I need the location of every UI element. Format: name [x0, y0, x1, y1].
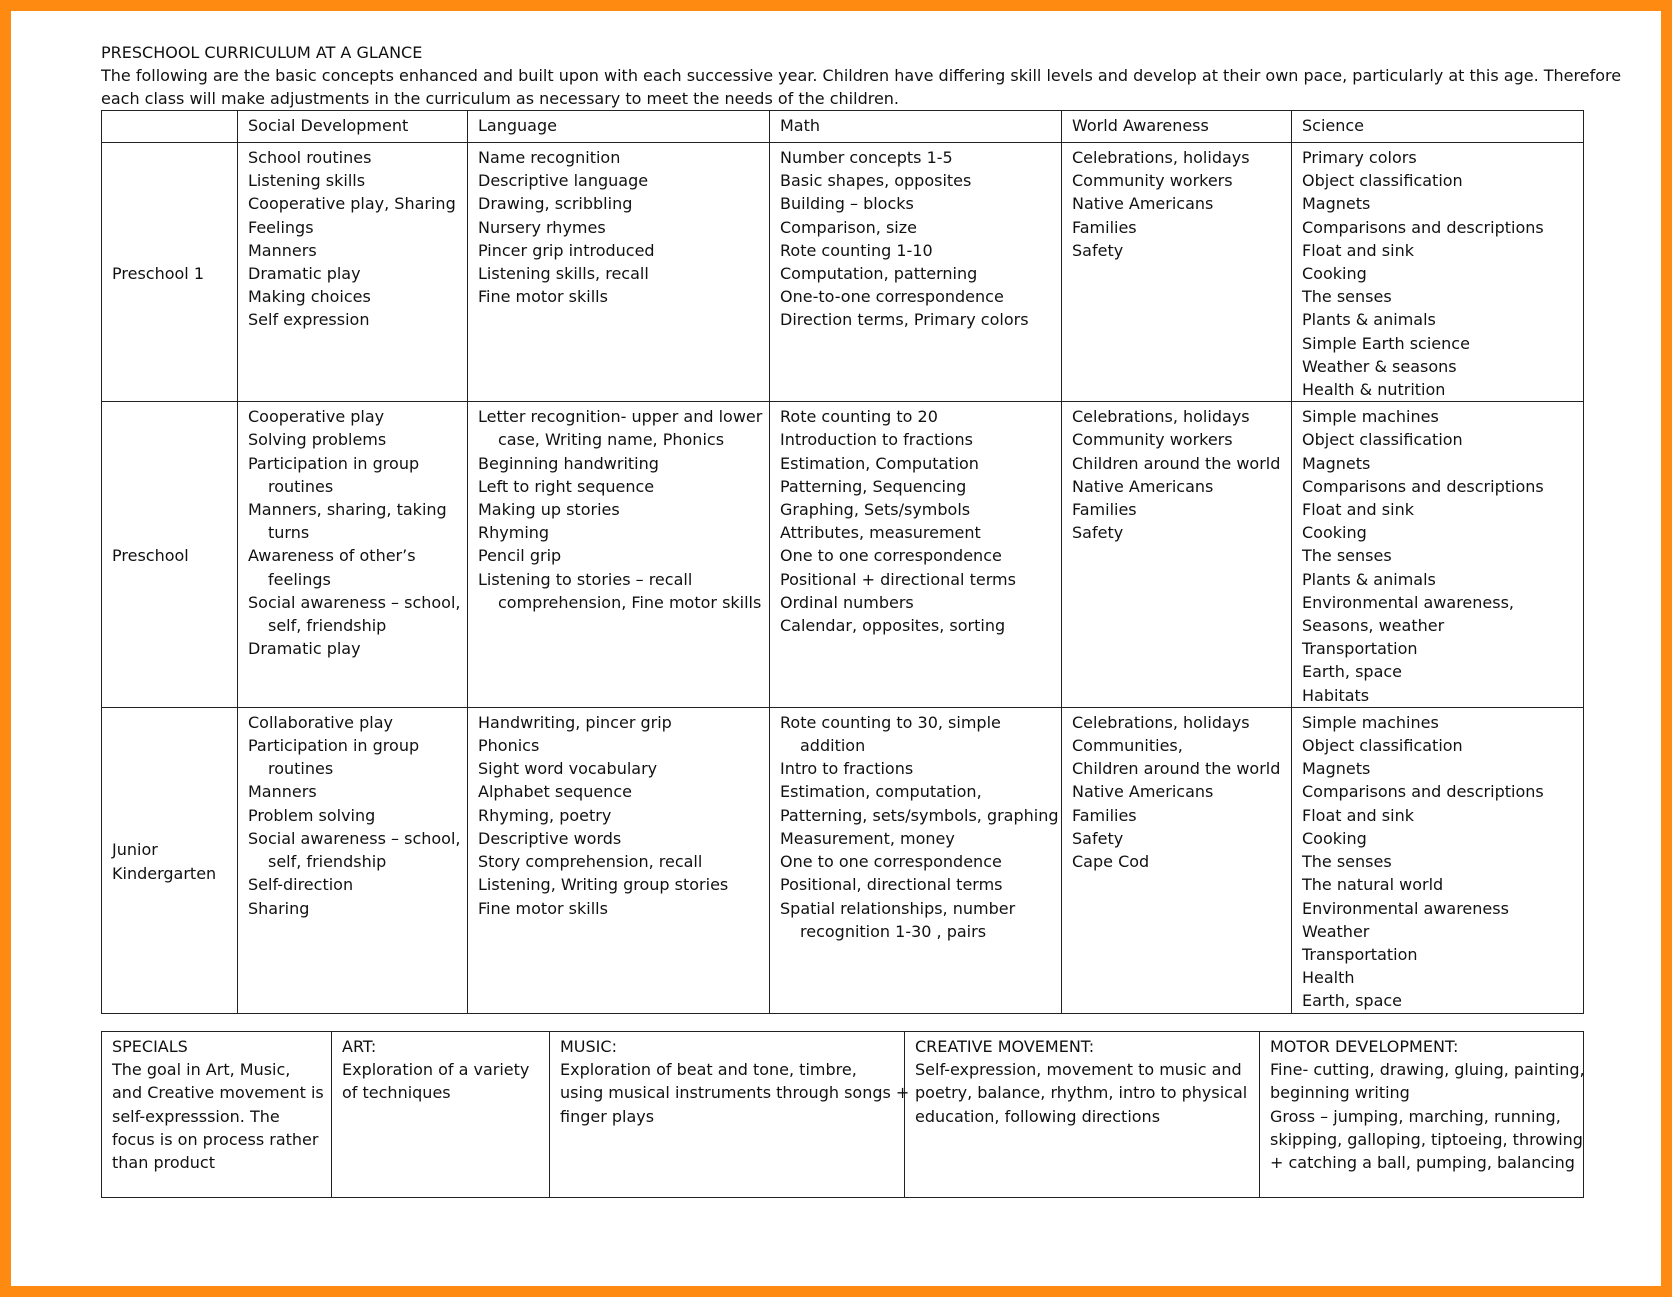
list-item: Earth, space — [1302, 662, 1403, 682]
list-item: Nursery rhymes — [478, 217, 606, 237]
list-item: Making up stories — [478, 500, 620, 520]
list-item: Measurement, money — [780, 828, 955, 848]
list-item: Comparison, size — [780, 217, 917, 237]
specials-heading: CREATIVE MOVEMENT: — [915, 1037, 1095, 1056]
list-item: Object classification — [1302, 430, 1463, 450]
header-cell-social: Social Development — [238, 111, 468, 143]
list-item: Estimation, Computation — [780, 453, 979, 473]
list-item: Computation, patterning — [780, 264, 978, 284]
world-cell — [1062, 707, 1292, 1013]
list-item: Listening to stories – recall — [478, 569, 693, 589]
list-item: Earth, space — [1302, 991, 1403, 1011]
list-item: The senses — [1302, 546, 1392, 566]
list-item: Rote counting 1-10 — [780, 240, 933, 260]
specials-line: using musical instruments through songs + — [560, 1083, 910, 1103]
intro-line: The following are the basic concepts enhanced and built upon with each successive year. Children have differing skill levels and develop at their own pace, particularly at this age. Therefore — [101, 66, 1622, 85]
list-item: Object classification — [1302, 736, 1463, 756]
list-item: Rote counting to 20 — [780, 407, 938, 427]
list-item: turns — [268, 523, 310, 543]
header-cell-blank — [102, 111, 238, 143]
list-item: Descriptive words — [478, 828, 622, 848]
list-item: Health & nutrition — [1302, 380, 1446, 400]
header-cell-world: World Awareness — [1062, 111, 1292, 143]
specials-heading: ART: — [342, 1037, 377, 1056]
specials-heading: MOTOR DEVELOPMENT: — [1270, 1037, 1459, 1056]
list-item: comprehension, Fine motor skills — [498, 592, 762, 612]
list-item: One-to-one correspondence — [780, 287, 1004, 307]
table-row — [102, 402, 1584, 708]
list-item: Patterning, sets/symbols, graphing — [780, 805, 1059, 825]
specials-line: than product — [112, 1153, 215, 1173]
science-cell — [1292, 402, 1584, 708]
list-item: Celebrations, holidays — [1072, 148, 1250, 167]
list-item: Comparisons and descriptions — [1302, 476, 1544, 496]
list-item: Descriptive language — [478, 171, 649, 191]
specials-line: The goal in Art, Music, — [112, 1060, 291, 1080]
specials-line: + catching a ball, pumping, balancing — [1270, 1153, 1575, 1173]
list-item: Community workers — [1072, 171, 1233, 191]
list-item: Rote counting to 30, simple — [780, 712, 1001, 732]
social-cell — [238, 402, 468, 708]
level-label: Preschool — [112, 546, 189, 566]
specials-line: Self-expression, movement to music and — [915, 1060, 1242, 1080]
list-item: Self-direction — [248, 875, 354, 895]
list-item: Float and sink — [1302, 805, 1414, 825]
list-item: Native Americans — [1072, 476, 1214, 496]
list-item: addition — [800, 736, 866, 756]
list-item: One to one correspondence — [780, 852, 1002, 872]
list-item: recognition 1-30 , pairs — [800, 921, 987, 941]
specials-line: Exploration of a variety — [342, 1060, 530, 1080]
list-item: Beginning handwriting — [478, 453, 659, 473]
list-item: Environmental awareness, — [1302, 592, 1515, 612]
list-item: Direction terms, Primary colors — [780, 310, 1029, 330]
list-item: Problem solving — [248, 805, 376, 825]
level-cell — [102, 143, 238, 402]
list-item: Name recognition — [478, 148, 621, 167]
list-item: Children around the world — [1072, 453, 1281, 473]
list-item: Celebrations, holidays — [1072, 407, 1250, 427]
music-cell — [550, 1032, 910, 1198]
list-item: routines — [268, 476, 334, 496]
list-item: Social awareness – school, — [248, 592, 461, 612]
specials-line: focus is on process rather — [112, 1129, 319, 1149]
list-item: The senses — [1302, 852, 1392, 872]
list-item: Comparisons and descriptions — [1302, 217, 1544, 237]
list-item: Attributes, measurement — [780, 523, 981, 543]
specials-row — [102, 1032, 1584, 1198]
list-item: Story comprehension, recall — [478, 852, 703, 872]
level-cell — [102, 402, 238, 708]
list-item: Simple Earth science — [1302, 333, 1470, 353]
creative-movement-cell — [905, 1032, 1260, 1198]
table-row — [102, 143, 1584, 402]
list-item: Self expression — [248, 310, 370, 330]
list-item: Manners, sharing, taking — [248, 500, 447, 520]
list-item: Letter recognition- upper and lower — [478, 407, 763, 427]
list-item: Weather — [1302, 921, 1370, 941]
header-row — [102, 111, 1584, 143]
list-item: Safety — [1072, 828, 1124, 848]
list-item: The senses — [1302, 287, 1392, 307]
list-item: Pencil grip — [478, 546, 562, 566]
list-item: Native Americans — [1072, 194, 1214, 214]
list-item: Magnets — [1302, 453, 1371, 473]
list-item: Dramatic play — [248, 264, 361, 284]
intro-line: each class will make adjustments in the curriculum as necessary to meet the needs of the children. — [101, 89, 900, 108]
list-item: Sharing — [248, 898, 310, 918]
list-item: Left to right sequence — [478, 476, 655, 496]
list-item: Children around the world — [1072, 759, 1281, 779]
list-item: Social awareness – school, — [248, 828, 461, 848]
list-item: Safety — [1072, 240, 1124, 260]
list-item: Rhyming — [478, 523, 550, 543]
header-cell-language: Language — [468, 111, 770, 143]
social-cell — [238, 143, 468, 402]
list-item: Listening, Writing group stories — [478, 875, 729, 895]
list-item: One to one correspondence — [780, 546, 1002, 566]
list-item: Float and sink — [1302, 240, 1414, 260]
list-item: Solving problems — [248, 430, 387, 450]
level-label: Junior — [112, 840, 158, 860]
list-item: Pincer grip introduced — [478, 240, 655, 260]
specials-line: beginning writing — [1270, 1083, 1410, 1103]
list-item: Manners — [248, 782, 317, 802]
list-item: case, Writing name, Phonics — [498, 430, 725, 450]
header-cell-math: Math — [770, 111, 1062, 143]
math-cell — [770, 707, 1062, 1013]
list-item: Plants & animals — [1302, 310, 1436, 330]
motor-development-cell — [1260, 1032, 1584, 1198]
list-item: Comparisons and descriptions — [1302, 782, 1544, 802]
language-cell — [468, 402, 770, 708]
level-label: Kindergarten — [112, 863, 217, 883]
list-item: Patterning, Sequencing — [780, 476, 967, 496]
specials-table — [101, 1031, 1584, 1198]
list-item: routines — [268, 759, 334, 779]
list-item: Estimation, computation, — [780, 782, 982, 802]
level-cell — [102, 707, 238, 1013]
list-item: Manners — [248, 240, 317, 260]
list-item: Listening skills, recall — [478, 264, 649, 284]
list-item: Families — [1072, 805, 1137, 825]
list-item: Cooking — [1302, 264, 1367, 284]
math-cell — [770, 402, 1062, 708]
intro-paragraph — [101, 64, 1622, 110]
list-item: Primary colors — [1302, 148, 1417, 167]
document-title: PRESCHOOL CURRICULUM AT A GLANCE — [101, 43, 423, 62]
list-item: Ordinal numbers — [780, 592, 914, 612]
list-item: Intro to fractions — [780, 759, 914, 779]
list-item: Drawing, scribbling — [478, 194, 633, 214]
list-item: Introduction to fractions — [780, 430, 973, 450]
list-item: Alphabet sequence — [478, 782, 632, 802]
specials-line: Exploration of beat and tone, timbre, — [560, 1060, 857, 1080]
list-item: The natural world — [1302, 875, 1444, 895]
list-item: School routines — [248, 148, 372, 167]
list-item: Seasons, weather — [1302, 616, 1445, 636]
list-item: Health — [1302, 968, 1355, 988]
list-item: Communities, — [1072, 736, 1183, 756]
list-item: Simple machines — [1302, 407, 1439, 427]
specials-line: poetry, balance, rhythm, intro to physical — [915, 1083, 1248, 1103]
list-item: Cooperative play — [248, 407, 385, 427]
specials-cell — [102, 1032, 332, 1198]
list-item: Spatial relationships, number — [780, 898, 1016, 918]
list-item: Fine motor skills — [478, 898, 608, 918]
list-item: Plants & animals — [1302, 569, 1436, 589]
list-item: Habitats — [1302, 685, 1370, 705]
specials-heading: SPECIALS — [112, 1037, 188, 1056]
list-item: Cape Cod — [1072, 852, 1150, 872]
list-item: Dramatic play — [248, 639, 361, 659]
list-item: self, friendship — [268, 852, 387, 872]
list-item: Cooking — [1302, 828, 1367, 848]
specials-line: finger plays — [560, 1106, 655, 1126]
list-item: Magnets — [1302, 194, 1371, 214]
list-item: Graphing, Sets/symbols — [780, 500, 971, 520]
list-item: Feelings — [248, 217, 314, 237]
list-item: Environmental awareness — [1302, 898, 1509, 918]
list-item: Collaborative play — [248, 712, 393, 732]
list-item: Fine motor skills — [478, 287, 608, 307]
specials-heading: MUSIC: — [560, 1037, 617, 1056]
science-cell — [1292, 143, 1584, 402]
list-item: Awareness of other’s — [248, 546, 416, 566]
list-item: Community workers — [1072, 430, 1233, 450]
list-item: Transportation — [1302, 944, 1418, 964]
list-item: Calendar, opposites, sorting — [780, 616, 1006, 636]
list-item: Celebrations, holidays — [1072, 712, 1250, 732]
list-item: Transportation — [1302, 639, 1418, 659]
list-item: Basic shapes, opposites — [780, 171, 972, 191]
list-item: Making choices — [248, 287, 371, 307]
world-cell — [1062, 402, 1292, 708]
list-item: Safety — [1072, 523, 1124, 543]
list-item: Handwriting, pincer grip — [478, 712, 672, 732]
list-item: Phonics — [478, 736, 540, 756]
list-item: Participation in group — [248, 736, 420, 756]
specials-line: and Creative movement is — [112, 1083, 324, 1103]
list-item: Cooperative play, Sharing — [248, 194, 456, 214]
list-item: feelings — [268, 569, 331, 589]
list-item: self, friendship — [268, 616, 387, 636]
list-item: Number concepts 1-5 — [780, 148, 953, 167]
specials-line: skipping, galloping, tiptoeing, throwing — [1270, 1129, 1583, 1149]
list-item: Positional, directional terms — [780, 875, 1003, 895]
specials-line: self-expresssion. The — [112, 1106, 280, 1126]
art-cell — [332, 1032, 550, 1198]
list-item: Building – blocks — [780, 194, 914, 214]
language-cell — [468, 707, 770, 1013]
list-item: Float and sink — [1302, 500, 1414, 520]
specials-line: Gross – jumping, marching, running, — [1270, 1106, 1561, 1126]
math-cell — [770, 143, 1062, 402]
science-cell — [1292, 707, 1584, 1013]
list-item: Simple machines — [1302, 712, 1439, 732]
document — [101, 41, 1622, 1173]
list-item: Rhyming, poetry — [478, 805, 612, 825]
specials-line: of techniques — [342, 1083, 451, 1103]
list-item: Sight word vocabulary — [478, 759, 658, 779]
list-item: Cooking — [1302, 523, 1367, 543]
table-row — [102, 707, 1584, 1013]
specials-line: Fine- cutting, drawing, gluing, painting, — [1270, 1060, 1585, 1080]
curriculum-table — [101, 110, 1584, 1014]
header-cell-science: Science — [1292, 111, 1584, 143]
list-item: Native Americans — [1072, 782, 1214, 802]
list-item: Families — [1072, 217, 1137, 237]
level-label: Preschool 1 — [112, 264, 204, 284]
list-item: Families — [1072, 500, 1137, 520]
social-cell — [238, 707, 468, 1013]
list-item: Listening skills — [248, 171, 366, 191]
list-item: Positional + directional terms — [780, 569, 1016, 589]
list-item: Participation in group — [248, 453, 420, 473]
language-cell — [468, 143, 770, 402]
list-item: Weather & seasons — [1302, 356, 1457, 376]
list-item: Object classification — [1302, 171, 1463, 191]
world-cell — [1062, 143, 1292, 402]
list-item: Magnets — [1302, 759, 1371, 779]
specials-line: education, following directions — [915, 1106, 1161, 1126]
